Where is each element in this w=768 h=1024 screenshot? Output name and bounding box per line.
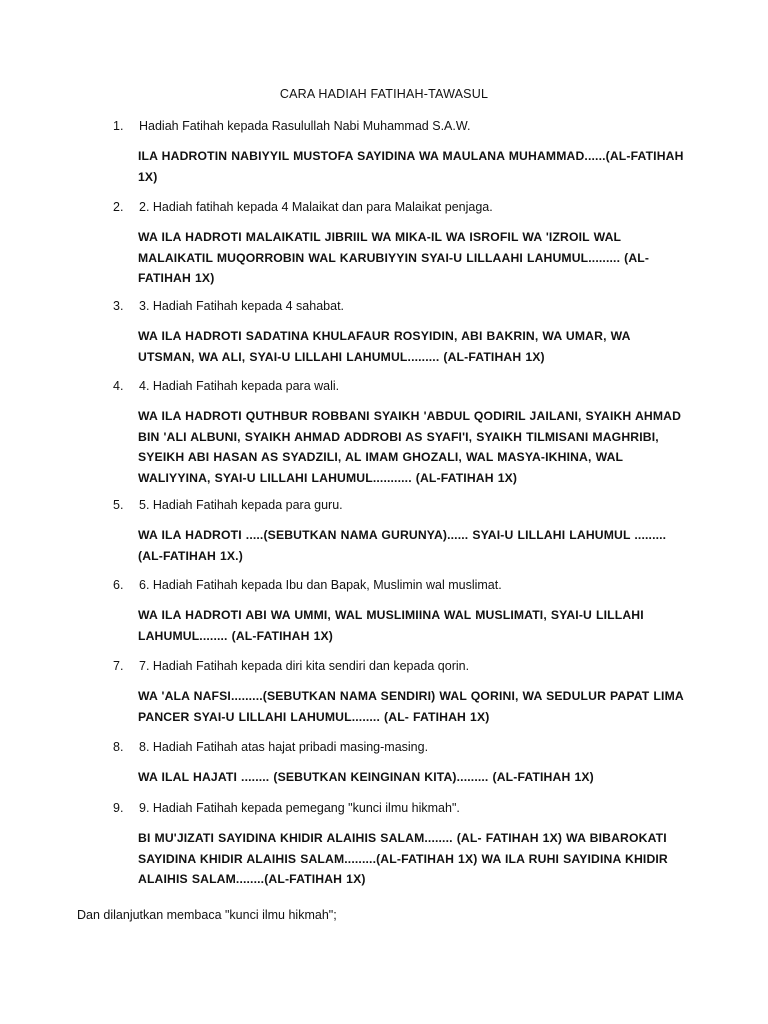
list-item-body-9: BI MU'JIZATI SAYIDINA KHIDIR ALAIHIS SALAM........ (AL- FATIHAH 1X) WA BIBAROKATI SAYIDINA KHIDIR ALAIHIS SALAM.........(AL-FATIHAH 1X) WA ILA RUHI SAYIDINA KHIDIR ALAIHIS SALAM........(AL-FATIHAH 1X) (138, 831, 668, 886)
list-item-number: 6. (113, 578, 124, 592)
list-item-heading-1 (113, 118, 470, 134)
closing-text: Dan dilanjutkan membaca "kunci ilmu hikmah"; (77, 908, 337, 922)
document-title: CARA HADIAH FATIHAH-TAWASUL (279, 87, 489, 101)
list-item-body-2: WA ILA HADROTI MALAIKATIL JIBRIIL WA MIKA-IL WA ISROFIL WA 'IZROIL WAL MALAIKATIL MUQORROBIN WAL KARUBIYYIN SYAI-U LILLAAHI LAHUMUL......... (AL-FATIHAH 1X) (138, 230, 650, 285)
list-item-heading-9 (113, 800, 460, 816)
list-item-heading-text: 7. Hadiah Fatihah kepada diri kita sendiri dan kepada qorin. (139, 659, 470, 673)
list-item-number: 5. (113, 498, 124, 512)
list-item-body-1: ILA HADROTIN NABIYYIL MUSTOFA SAYIDINA WA MAULANA MUHAMMAD......(AL-FATIHAH 1X) (138, 149, 684, 184)
list-item-heading-8 (113, 739, 428, 755)
list-item-heading-text: 9. Hadiah Fatihah kepada pemegang "kunci ilmu hikmah". (139, 801, 460, 815)
list-item-body-4: WA ILA HADROTI QUTHBUR ROBBANI SYAIKH 'ABDUL QODIRIL JAILANI, SYAIKH AHMAD BIN 'ALI ALBUNI, SYAIKH AHMAD ADDROBI AS SYAFI'I, SYAIKH TILMISANI MAGHRIBI, SYEIKH ABI HASAN AS SYADZILI, AL IMAM GHOZALI, WAL MASYA-IKHINA, WAL WALIYYINA, SYAI-U LILLAHI LAHUMUL........... (AL-FATIHAH 1X) (138, 409, 682, 485)
list-item-heading-text: 2. Hadiah fatihah kepada 4 Malaikat dan para Malaikat penjaga. (139, 200, 493, 214)
list-item-heading-text: 6. Hadiah Fatihah kepada Ibu dan Bapak, Muslimin wal muslimat. (139, 578, 502, 592)
list-item-body-6: WA ILA HADROTI ABI WA UMMI, WAL MUSLIMIINA WAL MUSLIMATI, SYAI-U LILLAHI LAHUMUL........ (AL-FATIHAH 1X) (138, 608, 644, 643)
list-item-body-3: WA ILA HADROTI SADATINA KHULAFAUR ROSYIDIN, ABI BAKRIN, WA UMAR, WA UTSMAN, WA ALI, SYAI-U LILLAHI LAHUMUL......... (AL-FATIHAH 1X) (138, 329, 631, 364)
list-item-heading-text: 3. Hadiah Fatihah kepada 4 sahabat. (139, 299, 345, 313)
list-item-heading-5 (113, 497, 343, 513)
list-item-heading-7 (113, 658, 469, 674)
list-item-heading-text: 5. Hadiah Fatihah kepada para guru. (139, 498, 343, 512)
list-item-number: 3. (113, 299, 124, 313)
list-item-number: 9. (113, 801, 124, 815)
list-item-number: 2. (113, 200, 124, 214)
list-item-heading-2 (113, 199, 493, 215)
list-item-heading-3 (113, 298, 344, 314)
list-item-body-7: WA 'ALA NAFSI.........(SEBUTKAN NAMA SENDIRI) WAL QORINI, WA SEDULUR PAPAT LIMA PANCER SYAI-U LILLAHI LAHUMUL........ (AL- FATIHAH 1X) (138, 689, 684, 724)
list-item-number: 4. (113, 379, 124, 393)
list-item-body-8: WA ILAL HAJATI ........ (SEBUTKAN KEINGINAN KITA)......... (AL-FATIHAH 1X) (138, 770, 594, 784)
list-item-heading-text: Hadiah Fatihah kepada Rasulullah Nabi Muhammad S.A.W. (139, 119, 471, 133)
list-item-heading-6 (113, 577, 502, 593)
list-item-number: 7. (113, 659, 124, 673)
list-item-heading-4 (113, 378, 339, 394)
list-item-heading-text: 4. Hadiah Fatihah kepada para wali. (139, 379, 340, 393)
list-item-number: 1. (113, 119, 124, 133)
list-item-number: 8. (113, 740, 124, 754)
list-item-heading-text: 8. Hadiah Fatihah atas hajat pribadi masing-masing. (139, 740, 429, 754)
list-item-body-5: WA ILA HADROTI .....(SEBUTKAN NAMA GURUNYA)...... SYAI-U LILLAHI LAHUMUL ......... (AL-FATIHAH 1X.) (138, 528, 667, 563)
